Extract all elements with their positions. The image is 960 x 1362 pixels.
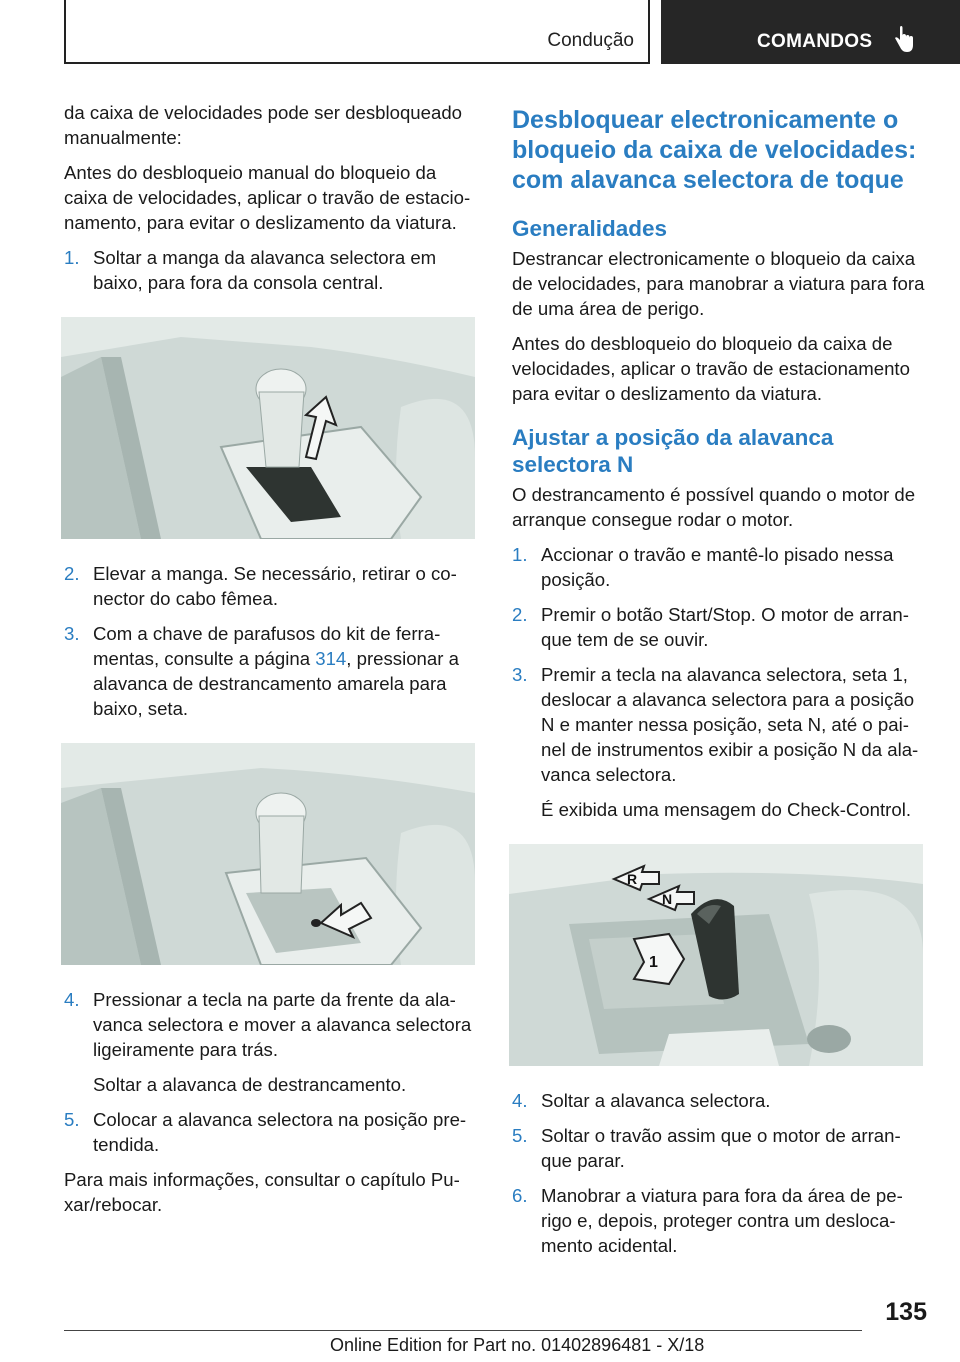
- paragraph: O destrancamento é possível quando o motor de arranque consegue rodar o motor.: [512, 484, 916, 530]
- subheading-adjust: Ajustar a posição da alavanca selectora N: [512, 425, 834, 477]
- step-number: 6.: [512, 1185, 528, 1206]
- step-number: 1.: [64, 247, 80, 268]
- list-item: [64, 245, 476, 295]
- step-number: 4.: [64, 989, 80, 1010]
- step-text: Manobrar a viatura para fora da área de pe-rigo e, depois, proteger contra um desloca-mento acidental.: [541, 1185, 903, 1256]
- paragraph: Antes do desbloqueio do bloqueio da caixa de velocidades, aplicar o travão de estacionamento para evitar o deslizamento da viatura.: [512, 333, 910, 404]
- section-title: Desbloquear electronicamente o bloqueio da caixa de velocidades: com alavanca selectora de toque: [512, 106, 917, 194]
- list-item: [512, 662, 930, 787]
- page-number: 135: [885, 1298, 927, 1326]
- figure-sleeve-removal: [61, 317, 475, 539]
- list-item: [512, 602, 930, 652]
- header-chapter-title: COMANDOS: [757, 31, 873, 52]
- paragraph: da caixa de velocidades pode ser desbloqueado manualmente:: [64, 102, 462, 148]
- step-subtext: É exibida uma mensagem do Check-Control.: [541, 799, 911, 820]
- step-text: Premir o botão Start/Stop. O motor de arran-que tem de se ouvir.: [541, 604, 909, 650]
- list-item: [64, 987, 476, 1062]
- figure-label-n: N: [662, 891, 673, 907]
- right-column: [512, 100, 930, 1268]
- figure-release-lever: [61, 743, 475, 965]
- paragraph: Para mais informações, consultar o capítulo Pu-xar/rebocar.: [64, 1169, 460, 1215]
- step-text: Elevar a manga. Se necessário, retirar o co-nector do cabo fêmea.: [93, 563, 457, 609]
- step-number: 5.: [512, 1125, 528, 1146]
- step-text: Pressionar a tecla na parte da frente da ala-vanca selectora e mover a alavanca selectora ligeiramente para trás.: [93, 989, 472, 1060]
- step-number: 3.: [512, 664, 528, 685]
- footer-divider: [64, 1330, 862, 1331]
- step-number: 5.: [64, 1109, 80, 1130]
- left-column: [64, 100, 476, 1227]
- step-text: Premir a tecla na alavanca selectora, seta 1, deslocar a alavanca selectora para a posição N e manter nessa posição, seta N, até o pai-nel de instrumentos exibir a posição N da ala-vanca selectora.: [541, 664, 919, 785]
- paragraph: Antes do desbloqueio manual do bloqueio da caixa de velocidades, aplicar o travão de estacio-namento, para evitar o deslizamento da viatura.: [64, 162, 471, 233]
- list-item: [512, 542, 930, 592]
- list-item: [512, 1088, 930, 1113]
- list-item: [64, 561, 476, 611]
- header-section-tab: [64, 0, 650, 64]
- touch-hand-icon: [893, 26, 915, 54]
- step-subtext: Soltar a alavanca de destrancamento.: [93, 1074, 407, 1095]
- step-text: Soltar a manga da alavanca selectora em baixo, para fora da consola central.: [93, 247, 437, 293]
- step-text: Soltar a alavanca selectora.: [541, 1090, 771, 1111]
- step-text: Colocar a alavanca selectora na posição pre-tendida.: [93, 1109, 467, 1155]
- header-chapter-tab: [661, 0, 960, 64]
- paragraph: Destrancar electronicamente o bloqueio da caixa de velocidades, para manobrar a viatura para fora de uma área de perigo.: [512, 248, 925, 319]
- list-item: [64, 621, 476, 721]
- header-section-title: Condução: [547, 30, 634, 51]
- step-text: Accionar o travão e mantê-lo pisado nessa posição.: [541, 544, 894, 590]
- figure-label-1: 1: [649, 954, 658, 971]
- step-number: 2.: [64, 563, 80, 584]
- figure-label-r: R: [627, 871, 638, 887]
- step-number: 1.: [512, 544, 528, 565]
- figure-touch-selector-lever: [509, 844, 923, 1066]
- list-item: [512, 1123, 930, 1173]
- list-item: [512, 1183, 930, 1258]
- step-number: 3.: [64, 623, 80, 644]
- step-number: 4.: [512, 1090, 528, 1111]
- step-number: 2.: [512, 604, 528, 625]
- list-item: [64, 1107, 476, 1157]
- step-text: Soltar o travão assim que o motor de arran-que parar.: [541, 1125, 901, 1171]
- step-text-post: , pressionar a alavanca de destrancamento amarela para baixo, seta.: [93, 648, 459, 719]
- footer-edition-text: Online Edition for Part no. 01402896481 - X/18: [330, 1335, 705, 1355]
- step-text-pre: Com a chave de parafusos do kit de ferra-mentas, consulte a página: [93, 623, 441, 669]
- page-reference-link[interactable]: 314: [315, 648, 347, 669]
- subheading-general: Generalidades: [512, 216, 668, 241]
